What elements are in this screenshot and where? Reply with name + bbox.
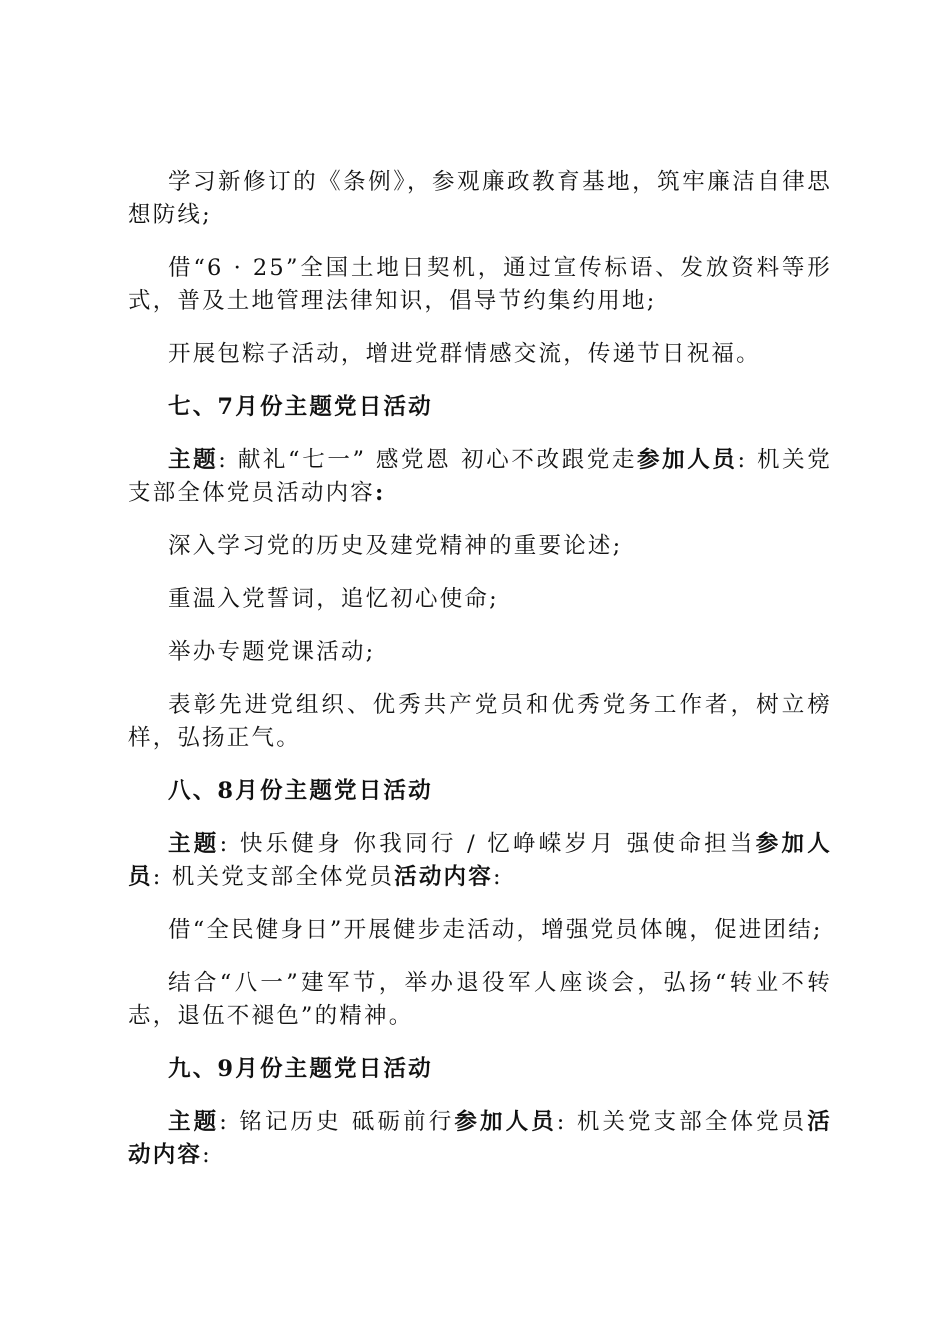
- theme-label: 主题: [168, 1109, 220, 1135]
- section-info-september: [128, 1106, 832, 1172]
- separator: :: [556, 1109, 577, 1135]
- theme-text: 快乐健身 你我同行 / 忆峥嵘岁月 强使命担当: [239, 831, 756, 857]
- content-label: 活动内容: [276, 480, 376, 506]
- participants-label: 参加人员: [128, 831, 832, 890]
- separator: :: [219, 1109, 240, 1135]
- activity-item: 举办专题党课活动;: [168, 639, 376, 665]
- activity-item: 重温入党誓词，追忆初心使命;: [168, 586, 499, 612]
- section-info-august: [128, 828, 832, 894]
- content-label: 活动内容: [128, 1109, 832, 1168]
- separator: :: [375, 480, 386, 506]
- participants-label: 参加人员: [636, 447, 738, 473]
- activity-item: 借“全民健身日”开展健步走活动，增强党员体魄，促进团结;: [168, 917, 823, 943]
- participants-label: 参加人员: [454, 1109, 557, 1135]
- separator: :: [218, 447, 238, 473]
- separator: :: [219, 831, 240, 857]
- participants-text: 机关党支部全体党员: [576, 1109, 808, 1135]
- content-label: 活动内容: [394, 864, 493, 890]
- section-heading-august: 八、8月份主题党日活动: [168, 778, 433, 804]
- participants-text: 机关党支部全体党员: [171, 864, 395, 890]
- theme-text: 铭记历史 砥砺前行: [239, 1109, 455, 1135]
- separator: :: [737, 447, 758, 473]
- activity-item: 深入学习党的历史及建党精神的重要论述;: [168, 533, 623, 559]
- theme-label: 主题: [168, 447, 219, 473]
- separator: :: [492, 864, 503, 890]
- document-page: [128, 166, 832, 1192]
- separator: :: [152, 864, 172, 890]
- theme-label: 主题: [168, 831, 220, 857]
- activity-item: 表彰先进党组织、优秀共产党员和优秀党务工作者，树立榜样，弘扬正气。: [128, 692, 832, 751]
- activity-item: 开展包粽子活动，增进党群情感交流，传递节日祝福。: [168, 341, 761, 367]
- activity-item: 借“6 · 25”全国土地日契机，通过宣传标语、发放资料等形式，普及土地管理法律知识，倡导节约集约用地;: [128, 255, 832, 314]
- section-info-july: [128, 444, 832, 510]
- section-heading-september: 九、9月份主题党日活动: [168, 1056, 433, 1082]
- section-heading-july: 七、7月份主题党日活动: [168, 394, 433, 420]
- participants-text: 机关党支部全体党员: [128, 447, 832, 506]
- activity-item: 结合“八一”建军节，举办退役军人座谈会，弘扬“转业不转志，退伍不褪色”的精神。: [128, 970, 832, 1029]
- separator: :: [202, 1142, 212, 1168]
- theme-text: 献礼“七一” 感党恩 初心不改跟党走: [237, 447, 637, 473]
- activity-item: 学习新修订的《条例》，参观廉政教育基地，筑牢廉洁自律思想防线;: [128, 169, 832, 228]
